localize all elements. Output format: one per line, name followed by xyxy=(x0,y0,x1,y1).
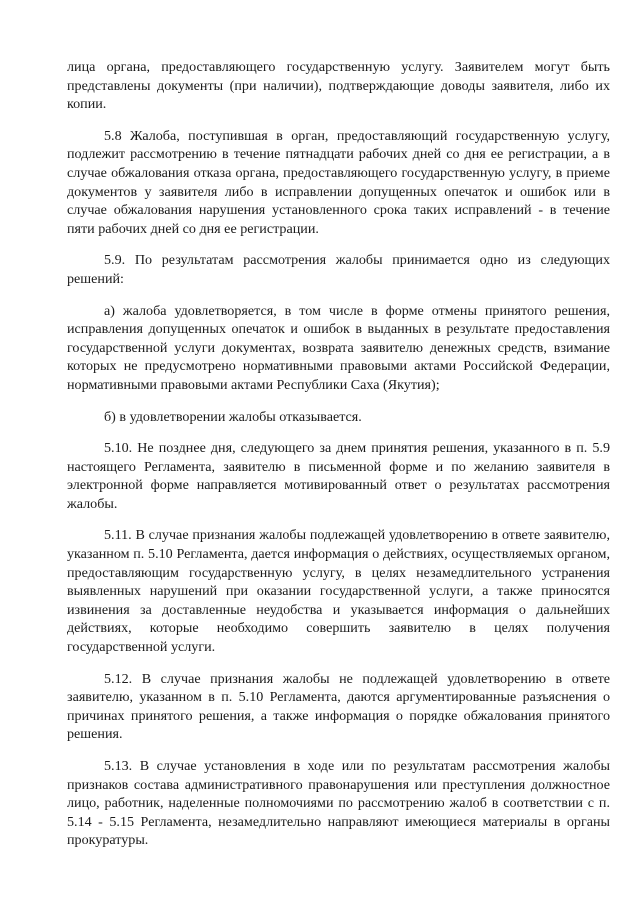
paragraph-continuation: лица органа, предоставляющего государственную услугу. Заявителем могут быть представлены документы (при наличии), подтверждающие доводы заявителя, либо их копии. xyxy=(67,59,610,113)
paragraph-5-9: 5.9. По результатам рассмотрения жалобы принимается одно из следующих решений: xyxy=(67,252,610,287)
paragraph-5-13: 5.13. В случае установления в ходе или по результатам рассмотрения жалобы признаков состава административного правонарушения или преступления должностное лицо, работник, наделенные полномочиями по рассмотрению жалоб в соответствии с п. 5.14 - 5.15 Регламента, незамедлительно направляют имеющиеся материалы в органы прокуратуры. xyxy=(67,758,610,849)
paragraph-5-12: 5.12. В случае признания жалобы не подлежащей удовлетворению в ответе заявителю, указанном в п. 5.10 Регламента, даются аргументированные разъяснения о причинах принятого решения, а также информация о порядке обжалования принятого решения. xyxy=(67,670,610,743)
paragraph-5-11: 5.11. В случае признания жалобы подлежащей удовлетворению в ответе заявителю, указанном п. 5.10 Регламента, дается информация о действиях, осуществляемых органом, предоставляющим государственную услугу, в целях незамедлительного устранения выявленных нарушений при оказании государственной услуги, а также приносятся извинения за доставленные неудобства и указывается информация о дальнейших действиях, которые необходимо совершить заявителю в целях получения государственной услуги. xyxy=(67,527,610,656)
paragraph-5-9-b: б) в удовлетворении жалобы отказывается. xyxy=(104,408,362,425)
paragraph-5-8: 5.8 Жалоба, поступившая в орган, предоставляющий государственную услугу, подлежит рассмотрению в течение пятнадцати рабочих дней со дня ее регистрации, а в случае обжалования отказа органа, предоставляющего государственную услугу, в приеме документов у заявителя либо в исправлении допущенных опечаток и ошибок или в случае обжалования нарушения установленного срока таких исправлений - в течение пяти рабочих дней со дня ее регистрации. xyxy=(67,127,610,237)
paragraph-5-10: 5.10. Не позднее дня, следующего за днем принятия решения, указанного в п. 5.9 настоящего Регламента, заявителю в письменной форме и по желанию заявителя в электронной форме направляется мотивированный ответ о результатах рассмотрения жалобы. xyxy=(67,440,610,512)
paragraph-5-9-a: а) жалоба удовлетворяется, в том числе в форме отмены принятого решения, исправления допущенных опечаток и ошибок в выданных в результате предоставления государственной услуги документах, возврата заявителю денежных средств, взимание которых не предусмотрено нормативными правовыми актами Российской Федерации, нормативными правовыми актами Республики Саха (Якутия); xyxy=(67,302,610,393)
